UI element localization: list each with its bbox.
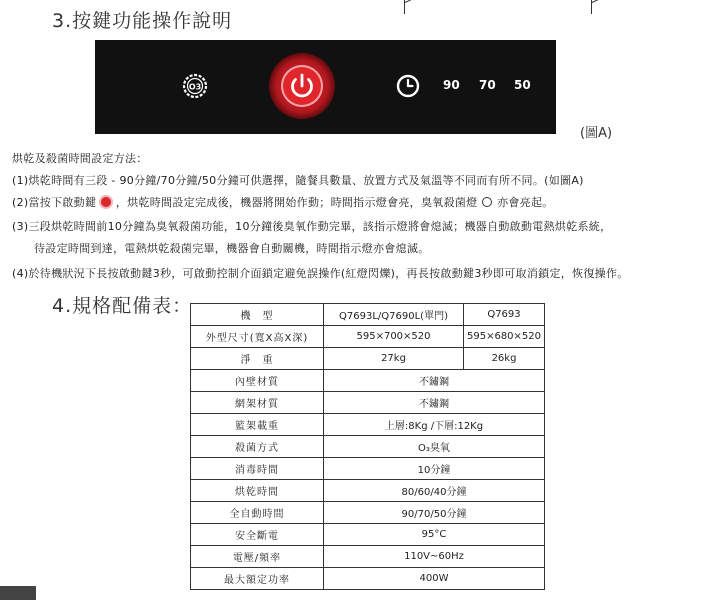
table-row bbox=[191, 458, 545, 480]
instruction-2-part-3: 亦會亮起。 bbox=[497, 196, 554, 209]
table-cell-value: 90/70/50分鐘 bbox=[324, 502, 545, 524]
table-row bbox=[191, 436, 545, 458]
table-cell-key: 外型尺寸(寬X高X深) bbox=[191, 326, 324, 348]
table-cell-key: 烘乾時間 bbox=[191, 480, 324, 502]
table-row bbox=[191, 392, 545, 414]
table-cell-key: 全自動時間 bbox=[191, 502, 324, 524]
table-header-row bbox=[191, 304, 545, 326]
table-cell-value: 27kg bbox=[324, 348, 464, 370]
page-corner-block bbox=[0, 586, 36, 600]
instruction-2 bbox=[12, 194, 554, 210]
table-cell-value: 10分鐘 bbox=[324, 458, 545, 480]
instruction-4: (4)於待機狀況下長按啟動鍵3秒，可啟動控制介面鎖定避免誤操作(紅燈閃爍)，再長按啟動鍵3秒即可取消鎖定，恢復操作。 bbox=[12, 267, 629, 280]
control-panel-illustration bbox=[95, 40, 556, 134]
table-row bbox=[191, 370, 545, 392]
table-cell-key: 內壁材質 bbox=[191, 370, 324, 392]
table-header-model-a: Q7693L/Q7690L(單門) bbox=[324, 304, 464, 326]
section-3-title: 3.按鍵功能操作說明 bbox=[52, 10, 233, 32]
table-cell-value: 不鏽鋼 bbox=[324, 392, 545, 414]
instruction-2-part-2: ，烘乾時間設定完成後，機器將開始作動；時間指示燈會亮，臭氧殺菌燈 bbox=[115, 196, 478, 209]
section-4-title: 4.規格配備表： bbox=[52, 295, 193, 317]
table-cell-value: 95°C bbox=[324, 524, 545, 546]
ozone-icon bbox=[182, 73, 208, 99]
table-cell-value: 400W bbox=[324, 568, 545, 590]
table-cell-key: 電壓/頻率 bbox=[191, 546, 324, 568]
table-cell-key: 安全斷電 bbox=[191, 524, 324, 546]
power-icon bbox=[281, 65, 323, 107]
table-cell-value: O₃臭氧 bbox=[324, 436, 545, 458]
instruction-2-part-1: (2)當按下啟動鍵 bbox=[12, 196, 97, 209]
table-row bbox=[191, 524, 545, 546]
table-cell-key: 最大額定功率 bbox=[191, 568, 324, 590]
table-cell-key: 消毒時間 bbox=[191, 458, 324, 480]
power-button-icon bbox=[101, 197, 111, 207]
table-cell-key: 淨 重 bbox=[191, 348, 324, 370]
time-option-90: 90 bbox=[443, 78, 460, 92]
table-row bbox=[191, 502, 545, 524]
instruction-3: (3)三段烘乾時間前10分鐘為臭氧殺菌功能，10分鐘後臭氧作動完畢，該指示燈將會熄滅；機器自動啟動電熱烘乾系統， bbox=[12, 220, 612, 233]
clock-icon bbox=[396, 74, 420, 98]
time-option-70: 70 bbox=[479, 78, 496, 92]
time-option-50: 50 bbox=[514, 78, 531, 92]
decorative-line bbox=[404, 0, 405, 14]
table-cell-value: 80/60/40分鐘 bbox=[324, 480, 545, 502]
table-cell-value: 上層:8Kg /下層:12Kg bbox=[324, 414, 545, 436]
table-cell-key: 殺菌方式 bbox=[191, 436, 324, 458]
table-row bbox=[191, 414, 545, 436]
table-cell-value: 26kg bbox=[464, 348, 545, 370]
instruction-1: (1)烘乾時間有三段 - 90分鐘/70分鐘/50分鐘可供選擇，隨餐具數量、放置方式及氣溫等不同而有所不同。(如圖A) bbox=[12, 174, 584, 187]
figure-label: (圖A) bbox=[580, 126, 613, 141]
table-cell-key: 網架材質 bbox=[191, 392, 324, 414]
table-cell-value: 595×700×520 bbox=[324, 326, 464, 348]
table-cell-value: 110V~60Hz bbox=[324, 546, 545, 568]
table-cell-value: 595×680×520 bbox=[464, 326, 545, 348]
table-cell-value: 不鏽鋼 bbox=[324, 370, 545, 392]
table-row bbox=[191, 326, 545, 348]
table-row bbox=[191, 348, 545, 370]
instructions-intro: 烘乾及殺菌時間設定方法： bbox=[12, 152, 148, 165]
spec-table bbox=[190, 303, 545, 590]
table-row bbox=[191, 480, 545, 502]
table-row bbox=[191, 546, 545, 568]
table-cell-key: 籃架載重 bbox=[191, 414, 324, 436]
ozone-icon bbox=[482, 197, 492, 207]
table-header-model-b: Q7693 bbox=[464, 304, 545, 326]
table-row bbox=[191, 568, 545, 590]
decorative-line bbox=[591, 0, 592, 14]
table-header-model: 機 型 bbox=[191, 304, 324, 326]
svg-text:O3: O3 bbox=[188, 82, 202, 92]
power-button bbox=[281, 65, 323, 107]
instruction-3-continued: 待設定時間到達，電熱烘乾殺菌完畢，機器會自動關機，時間指示燈亦會熄滅。 bbox=[34, 242, 430, 255]
